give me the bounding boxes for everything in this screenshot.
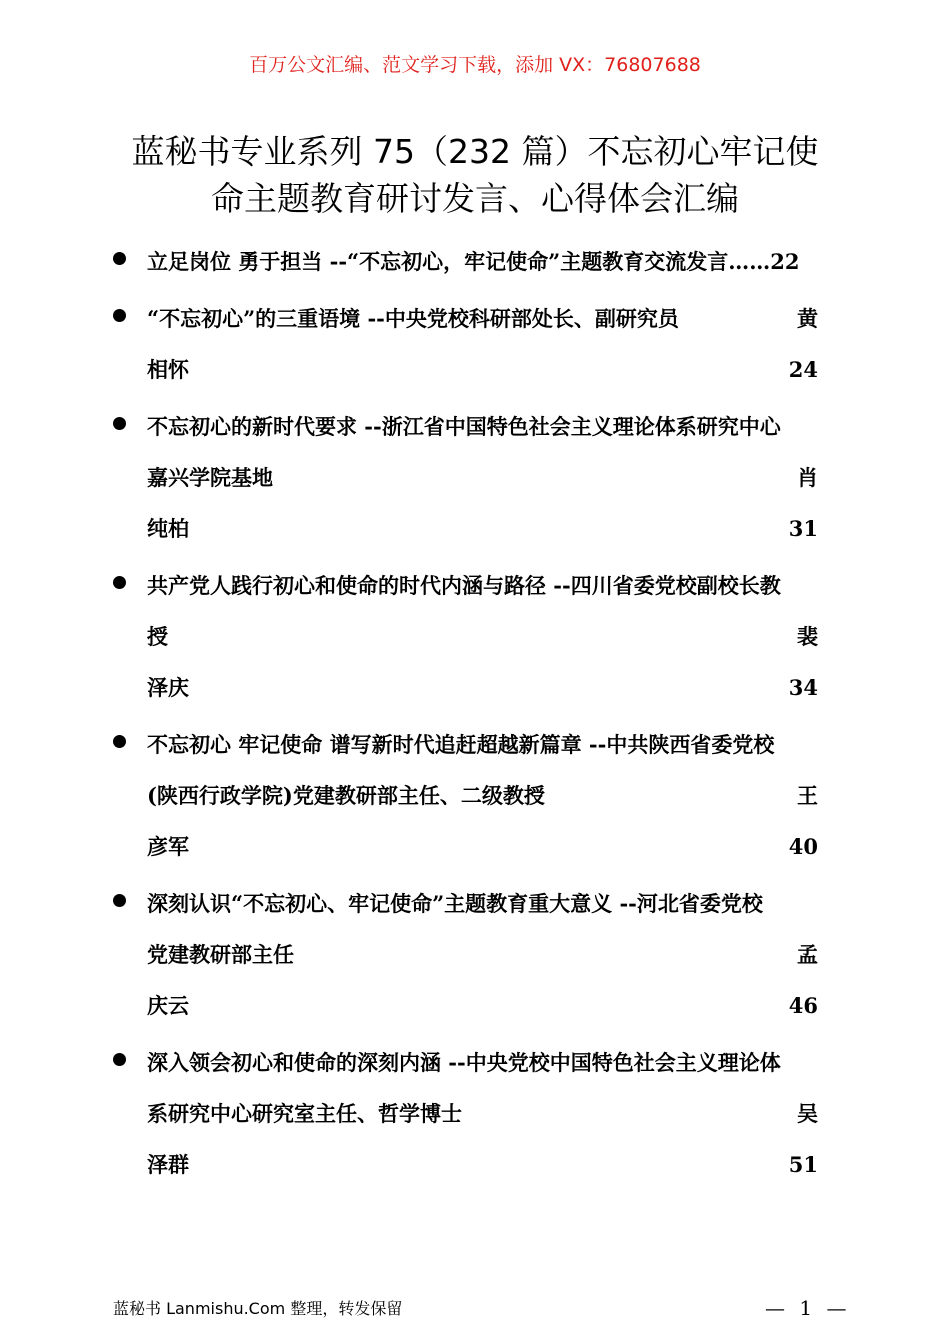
toc-entry-line: 嘉兴学院基地 — [147, 465, 273, 490]
toc-entry-wrap-char: 黄 — [797, 306, 818, 331]
toc-entry-page-number: 40 — [788, 834, 818, 859]
toc-entry-line: 党建教研部主任 — [147, 942, 294, 967]
title-line-2: 命主题教育研讨发言、心得体会汇编 — [211, 179, 739, 218]
toc-entry-line: 共产党人践行初心和使命的时代内涵与路径 --四川省委党校副校长教 — [147, 573, 781, 598]
footer-note: 蓝秘书 Lanmishu.Com 整理，转发保留 — [113, 1299, 403, 1318]
toc-entry-page-number: 31 — [788, 516, 818, 541]
toc-entry-line: 系研究中心研究室主任、哲学博士 — [147, 1101, 462, 1126]
toc-entry-3[interactable] — [0, 401, 950, 554]
toc-entry-line: 授 — [147, 624, 168, 649]
toc-entry-line: 庆云 — [147, 993, 189, 1018]
toc-entry-wrap-char: 王 — [797, 783, 818, 808]
title-line-1: 蓝秘书专业系列 75（232 篇）不忘初心牢记使 — [131, 132, 819, 171]
toc-entry-line: 泽群 — [147, 1152, 189, 1177]
toc-entry-page-number: 24 — [788, 357, 818, 382]
toc-entry-wrap-char: 裴 — [797, 624, 818, 649]
table-of-contents — [0, 236, 950, 1196]
toc-entry-wrap-char: 吴 — [797, 1101, 818, 1126]
toc-entry-4[interactable] — [0, 560, 950, 713]
header-note: 百万公文汇编、范文学习下载，添加 VX：76807688 — [249, 54, 701, 76]
toc-entry-line: 不忘初心 牢记使命 谱写新时代追赶超越新篇章 --中共陕西省委党校 — [147, 732, 775, 757]
toc-entry-line: 不忘初心的新时代要求 --浙江省中国特色社会主义理论体系研究中心 — [147, 414, 781, 439]
toc-entry-page-number: 46 — [788, 993, 818, 1018]
toc-entry-wrap-char: 孟 — [797, 942, 818, 967]
toc-entry-line: (陕西行政学院)党建教研部主任、二级教授 — [147, 783, 545, 808]
toc-entry-line: 立足岗位 勇于担当 --“不忘初心，牢记使命”主题教育交流发言……22 — [147, 249, 800, 274]
toc-entry-line: 相怀 — [147, 357, 189, 382]
toc-entry-5[interactable] — [0, 719, 950, 872]
toc-entry-line: 纯柏 — [147, 516, 189, 541]
toc-entry-line: 深刻认识“不忘初心、牢记使命”主题教育重大意义 --河北省委党校 — [147, 891, 763, 916]
toc-entry-line: 深入领会初心和使命的深刻内涵 --中央党校中国特色社会主义理论体 — [147, 1050, 781, 1075]
toc-entry-line: 彦军 — [147, 834, 189, 859]
toc-entry-page-number: 51 — [788, 1152, 818, 1177]
toc-entry-6[interactable] — [0, 878, 950, 1031]
toc-entry-wrap-char: 肖 — [797, 465, 818, 490]
document-title — [90, 128, 860, 222]
toc-entry-1[interactable] — [0, 236, 950, 287]
page-number: — 1 — — [765, 1296, 851, 1320]
toc-entry-page-number: 34 — [788, 675, 818, 700]
toc-entry-2[interactable] — [0, 293, 950, 395]
toc-entry-line: 泽庆 — [147, 675, 189, 700]
toc-entry-7[interactable] — [0, 1037, 950, 1190]
toc-entry-line: “不忘初心”的三重语境 --中央党校科研部处长、副研究员 — [147, 306, 679, 331]
